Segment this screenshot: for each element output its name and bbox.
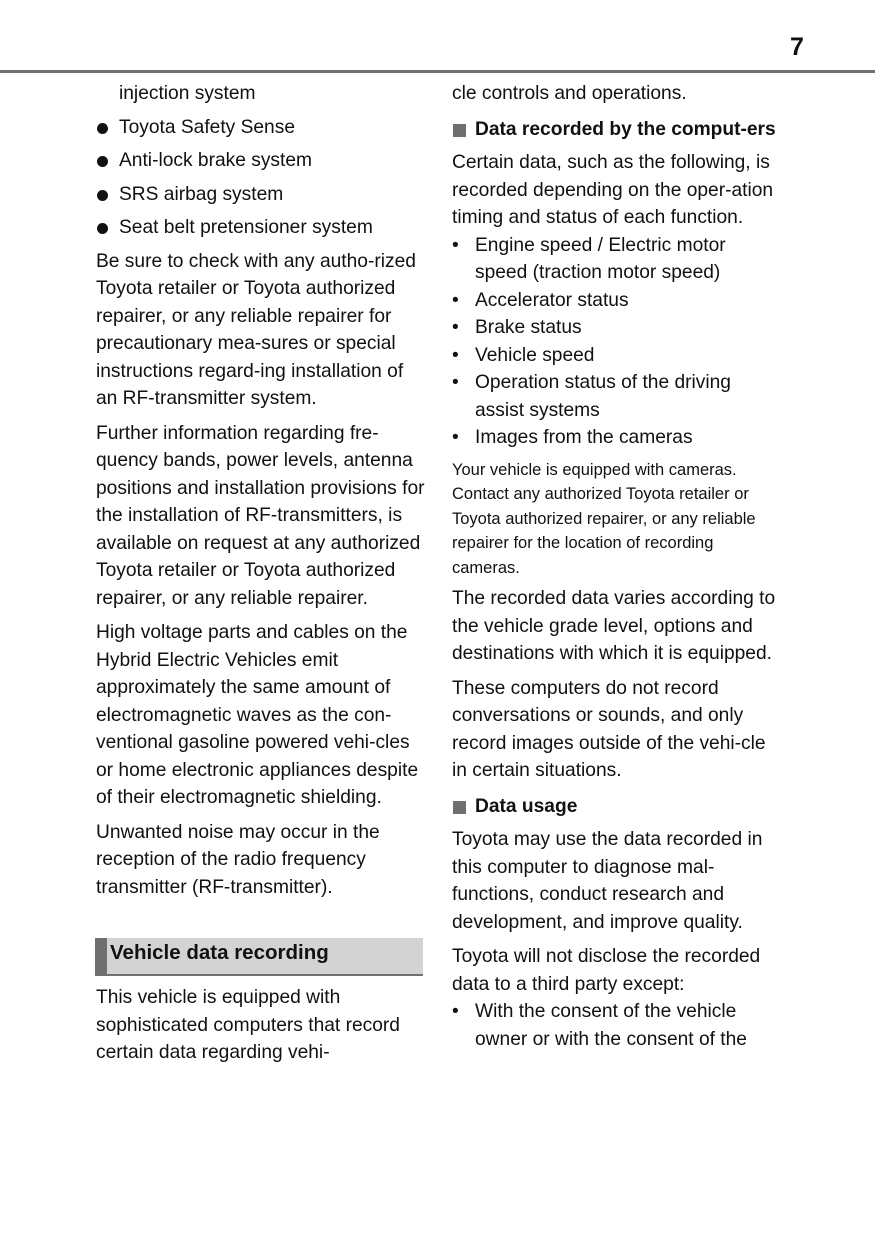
list-item: • Vehicle speed: [452, 342, 782, 370]
bullet-icon: •: [452, 317, 459, 338]
left-column: [96, 80, 426, 1074]
paragraph: High voltage parts and cables on the Hybrid Electric Vehicles emit approximately the same amount of electromagnetic waves as the con-ventional gasoline powered vehi-cles or home electronic appliances despite of their electromagnetic shielding.: [96, 622, 419, 808]
paragraph: Further information regarding fre-quency bands, power levels, antenna positions and installation provisions for the installation of RF-transmitters, is available on request at any authorized Toyota retailer or Toyota authorized repairer, or any reliable repairer.: [96, 422, 425, 609]
bullet-dot-icon: [97, 190, 108, 201]
bullet-icon: •: [452, 1001, 459, 1022]
section-heading: Vehicle data recording: [95, 938, 423, 976]
list-item: Toyota Safety Sense: [96, 114, 426, 142]
bullet-dot-icon: [97, 123, 108, 134]
header-rule: [0, 70, 875, 73]
bullet-icon: •: [452, 344, 459, 366]
paragraph: Be sure to check with any autho-rized Toyota retailer or Toyota authorized repairer, or any reliable repairer for precautionary mea-sures or special instructions regard-ing installation of an RF-transmitter system.: [96, 250, 416, 409]
paragraph: The recorded data varies according to the vehicle grade level, options and destinations with which it is equipped.: [452, 588, 776, 664]
list-item: • Engine speed / Electric motor speed (traction motor speed): [452, 232, 782, 287]
subsection-heading: Data recorded by the comput-ers: [452, 116, 782, 144]
paragraph: Toyota may use the data recorded in this computer to diagnose mal-functions, conduct research and development, and improve quality.: [452, 829, 763, 933]
list-item: • Operation status of the driving assist systems: [452, 369, 782, 424]
paragraph: These computers do not record conversations or sounds, and only record images outside of the vehi-cle in certain situations.: [452, 677, 766, 781]
list-item: SRS airbag system: [96, 181, 426, 209]
list-item: • Accelerator status: [452, 287, 782, 315]
paragraph: Certain data, such as the following, is recorded depending on the oper-ation timing and status of each function.: [452, 152, 774, 228]
bullet-icon: •: [452, 289, 459, 311]
bullet-dot-icon: [97, 156, 108, 167]
paragraph: Unwanted noise may occur in the reception of the radio frequency transmitter (RF-transmitter).: [96, 821, 380, 898]
bullet-icon: •: [452, 427, 459, 448]
list-item: Anti-lock brake system: [96, 147, 426, 175]
square-bullet-icon: [453, 801, 466, 814]
list-item: • Brake status: [452, 314, 782, 342]
continuation-text: injection system: [119, 83, 256, 104]
continuation-text: cle controls and operations.: [452, 83, 687, 104]
subsection-heading: Data usage: [452, 793, 782, 821]
bullet-dot-icon: [97, 223, 108, 234]
section-intro: This vehicle is equipped with sophisticated computers that record certain data regarding vehi-: [96, 987, 400, 1063]
page-number: 7: [790, 33, 804, 61]
list-item: Seat belt pretensioner system: [96, 214, 426, 242]
square-bullet-icon: [453, 124, 466, 137]
right-column: [452, 80, 782, 1053]
note-text: Your vehicle is equipped with cameras. Contact any authorized Toyota retailer or Toyota authorized repairer, or any reliable repairer for the location of recording cameras.: [452, 460, 756, 577]
bullet-icon: •: [452, 234, 459, 256]
paragraph: Toyota will not disclose the recorded data to a third party except:: [452, 946, 761, 995]
bullet-icon: •: [452, 372, 459, 393]
list-item: • Images from the cameras: [452, 424, 782, 452]
list-item: • With the consent of the vehicle owner or with the consent of the: [452, 998, 782, 1053]
